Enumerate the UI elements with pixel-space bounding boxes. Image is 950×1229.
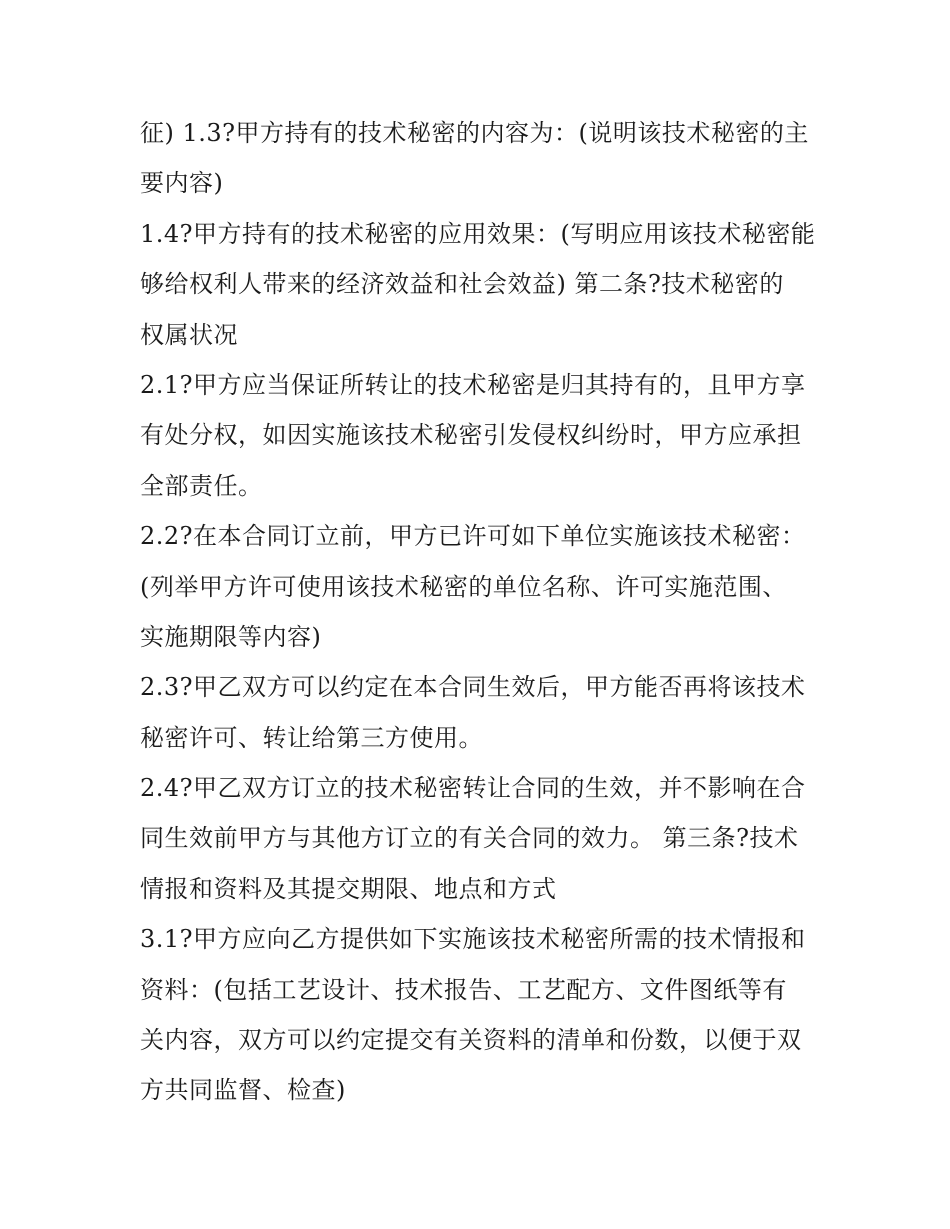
text-line: 2.1?甲方应当保证所转让的技术秘密是归其持有的，且甲方享: [140, 370, 806, 399]
text-line: 关内容，双方可以约定提交有关资料的清单和份数，以便于双: [140, 1026, 802, 1055]
document-body: [140, 108, 820, 1116]
text-line: 1.4?甲方持有的技术秘密的应用效果：(写明应用该技术秘密能: [140, 219, 816, 248]
text-line: 2.2?在本合同订立前，甲方已许可如下单位实施该技术秘密：: [140, 522, 806, 551]
text-line: (列举甲方许可使用该技术秘密的单位名称、许可实施范围、: [140, 572, 787, 601]
text-line: 权属状况: [140, 320, 238, 349]
text-line: 资料：(包括工艺设计、技术报告、工艺配方、文件图纸等有: [140, 975, 787, 1004]
text-line: 征) 1.3?甲方持有的技术秘密的内容为：(说明该技术秘密的主: [140, 119, 809, 147]
text-line: 同生效前甲方与其他方订立的有关合同的效力。 第三条?技术: [140, 824, 799, 853]
text-line: 要内容): [140, 169, 224, 198]
text-line: 2.3?甲乙双方可以约定在本合同生效后，甲方能否再将该技术: [140, 673, 806, 702]
text-line: 秘密许可、转让给第三方使用。: [140, 723, 483, 752]
text-line: 有处分权，如因实施该技术秘密引发侵权纠纷时，甲方应承担: [140, 421, 802, 450]
text-line: 方共同监督、检查): [140, 1076, 346, 1105]
text-line: 2.4?甲乙双方订立的技术秘密转让合同的生效，并不影响在合: [140, 774, 806, 803]
text-line: 全部责任。: [140, 471, 263, 500]
text-line: 够给权利人带来的经济效益和社会效益) 第二条?技术秘密的: [140, 270, 784, 299]
text-line: 实施期限等内容): [140, 622, 322, 651]
text-line: 3.1?甲方应向乙方提供如下实施该技术秘密所需的技术情报和: [140, 925, 806, 954]
text-line: 情报和资料及其提交期限、地点和方式: [140, 874, 557, 903]
